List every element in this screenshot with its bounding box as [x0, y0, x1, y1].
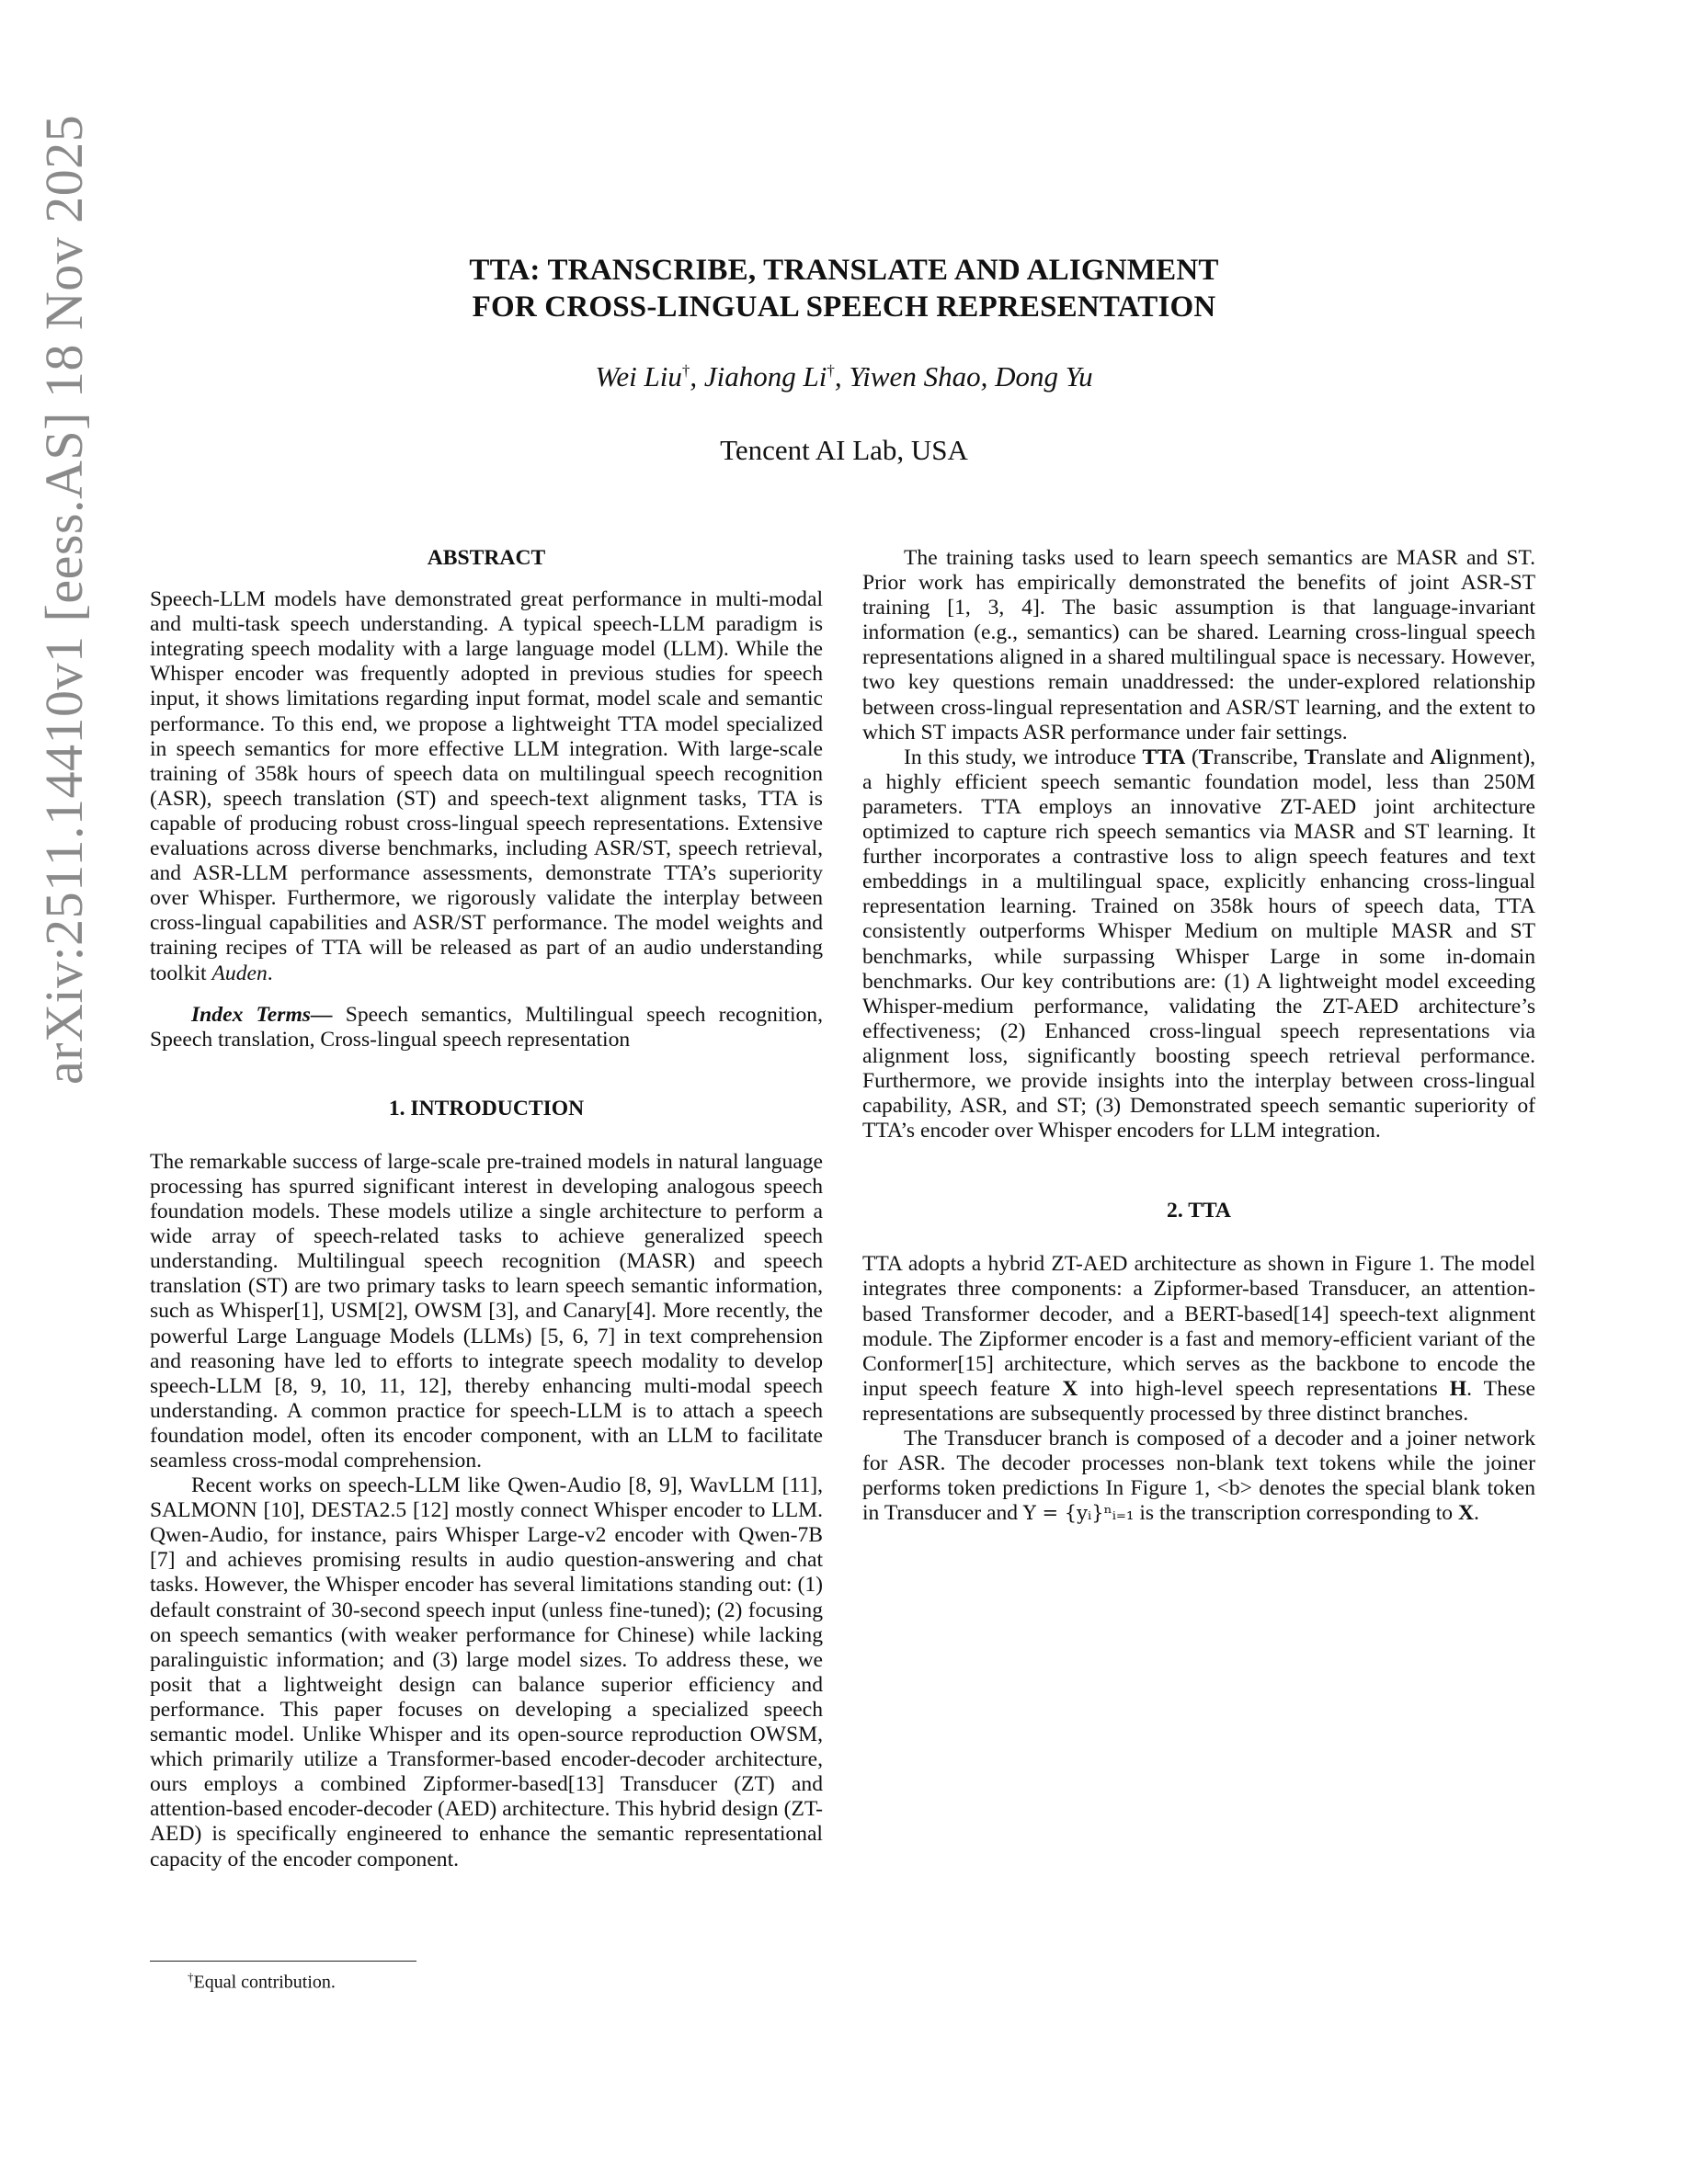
author-list: Wei Liu†, Jiahong Li†, Yiwen Shao, Dong Yu — [595, 360, 1093, 392]
toolkit-name: Auden — [211, 961, 268, 985]
left-column — [150, 546, 823, 1872]
math-symbol-H: H — [1449, 1376, 1467, 1401]
arxiv-identifier-stamp: arXiv:2511.14410v1 [eess.AS] 18 Nov 2025 — [34, 114, 94, 1085]
equal-contribution-mark: † — [681, 361, 690, 380]
author-2: Jiahong Li — [703, 360, 827, 392]
tta-paragraph-1: TTA adopts a hybrid ZT-AED architecture as shown in Figure 1. The model integrates three components: a Zipformer-based Transducer, an attention-based Transformer decoder, and a BERT-based[14] speech-text alignment module. The Zipformer encoder is a fast and memory-efficient variant of the Conformer[15] architecture, which serves as the backbone to encode the input speech feature X into high-level speech representations H. These representations are subsequently processed by three distinct branches. — [862, 1252, 1535, 1426]
footnote-mark: † — [188, 1970, 194, 1984]
intro-paragraph-2: Recent works on speech-LLM like Qwen-Audio [8, 9], WavLLM [11], SALMONN [10], DESTA2.5 [12] mostly connect Whisper encoder to LLM. Qwen-Audio, for instance, pairs Whisper Large-v2 encoder with Qwen-7B [7] and achieves promising results in audio question-answering and chat tasks. However, the Whisper encoder has several limitations standing out: (1) default constraint of 30-second speech input (unless fine-tuned); (2) focusing on speech semantics (with weaker performance for Chinese) while lacking paralinguistic information; and (3) large model sizes. To address these, we posit that a lightweight design can balance superior efficiency and performance. This paper focuses on developing a specialized speech semantic model. Unlike Whisper and its open-source reproduction OWSM, which primarily utilize a Transformer-based encoder-decoder architecture, ours employs a combined Zipformer-based[13] Transducer (ZT) and attention-based encoder-decoder (AED) architecture. This hybrid design (ZT-AED) is specifically engineered to enhance the semantic representational capacity of the encoder component. — [150, 1473, 823, 1871]
affiliation: Tencent AI Lab, USA — [720, 434, 968, 466]
abstract-body: Speech-LLM models have demonstrated great performance in multi-modal and multi-task speech understanding. A typical speech-LLM paradigm is integrating speech modality with a large language model (LLM). While the Whisper encoder was frequently adopted in previous studies for speech input, it shows limitations regarding input format, model scale and semantic performance. To this end, we propose a lightweight TTA model specialized in speech semantics for more effective LLM integration. With large-scale training of 358k hours of speech data on multilingual speech recognition (ASR), speech translation (ST) and speech-text alignment tasks, TTA is capable of producing robust cross-lingual speech representations. Extensive evaluations across diverse benchmarks, including ASR/ST, speech retrieval, and ASR-LLM performance assessments, demonstrate TTA’s superiority over Whisper. Furthermore, we rigorously validate the interplay between cross-lingual capabilities and ASR/ST performance. The model weights and training recipes of TTA will be released as part of an audio understanding toolkit Auden. — [150, 587, 823, 985]
author-1: Wei Liu — [595, 360, 682, 392]
title-line-2: FOR CROSS-LINGUAL SPEECH REPRESENTATION — [472, 290, 1216, 324]
paper-title — [0, 252, 1688, 325]
model-name-bold: TTA — [1142, 745, 1186, 769]
right-column — [862, 546, 1535, 1526]
other-authors: Yiwen Shao, Dong Yu — [849, 360, 1093, 392]
tta-paragraph-2: The Transducer branch is composed of a decoder and a joiner network for ASR. The decoder processes non-blank text tokens while the joiner performs token predictions In Figure 1, <b> denotes the special blank token in Transducer and Y = {yᵢ}ⁿᵢ₌₁ is the transcription corresponding to X. — [862, 1427, 1535, 1526]
math-symbol-X: X — [1457, 1501, 1474, 1526]
math-transcription-set: Y = {yᵢ}ⁿᵢ₌₁ — [1022, 1502, 1135, 1525]
math-symbol-X: X — [1062, 1376, 1078, 1401]
abstract-heading: ABSTRACT — [427, 546, 546, 570]
index-terms-label: Index Terms— — [191, 1002, 333, 1027]
introduction-heading: 1. INTRODUCTION — [388, 1096, 585, 1120]
tta-section-heading: 2. TTA — [1167, 1199, 1231, 1223]
index-terms: Index Terms— Speech semantics, Multilingual speech recognition, Speech translation, Cross-lingual speech representation — [150, 1002, 824, 1052]
intro-paragraph-3: The training tasks used to learn speech semantics are MASR and ST. Prior work has empirically demonstrated the benefits of joint ASR-ST training [1, 3, 4]. The basic assumption is that language-invariant information (e.g., semantics) can be shared. Learning cross-lingual speech representations aligned in a shared multilingual space is necessary. However, two key questions remain unaddressed: the under-explored relationship between cross-lingual representation and ASR/ST learning, and the extent to which ST impacts ASR performance under fair settings. — [862, 546, 1535, 745]
title-line-1: TTA: TRANSCRIBE, TRANSLATE AND ALIGNMENT — [469, 254, 1219, 287]
footnote-text: Equal contribution. — [193, 1972, 336, 1993]
footnote-divider — [150, 1961, 416, 1962]
footnote — [188, 1970, 336, 1994]
intro-paragraph-1: The remarkable success of large-scale pre-trained models in natural language processing has spurred significant interest in developing analogous speech foundation models. These models utilize a single architecture to perform a wide array of speech-related tasks to achieve generalized speech understanding. Multilingual speech recognition (MASR) and speech translation (ST) are two primary tasks to learn speech semantic information, such as Whisper[1], USM[2], OWSM [3], and Canary[4]. More recently, the powerful Large Language Models (LLMs) [5, 6, 7] in text comprehension and reasoning have led to efforts to integrate speech modality to develop speech-LLM [8, 9, 10, 11, 12], thereby enhancing multi-modal speech understanding. A common practice for speech-LLM is to attach a speech foundation model, often its encoder component, with an LLM to facilitate seamless cross-modal comprehension. — [150, 1149, 823, 1473]
intro-paragraph-4: In this study, we introduce TTA (Transcribe, Translate and Alignment), a highly efficient speech semantic foundation model, less than 250M parameters. TTA employs an innovative ZT-AED joint architecture optimized to capture rich speech semantics via MASR and ST learning. It further incorporates a contrastive loss to align speech features and text embeddings in a multilingual space, explicitly enhancing cross-lingual representation learning. Trained on 358k hours of speech data, TTA consistently outperforms Whisper Medium on multiple MASR and ST benchmarks, while surpassing Whisper Large in some in-domain benchmarks. Our key contributions are: (1) A lightweight model exceeding Whisper-medium performance, validating the ZT-AED architecture’s effectiveness; (2) Enhanced cross-lingual speech representations via alignment loss, significantly boosting speech retrieval performance. Furthermore, we provide insights into the interplay between cross-lingual capability, ASR, and ST; (3) Demonstrated speech semantic superiority of TTA’s encoder over Whisper encoders for LLM integration. — [862, 745, 1536, 1143]
equal-contribution-mark: † — [827, 361, 835, 380]
